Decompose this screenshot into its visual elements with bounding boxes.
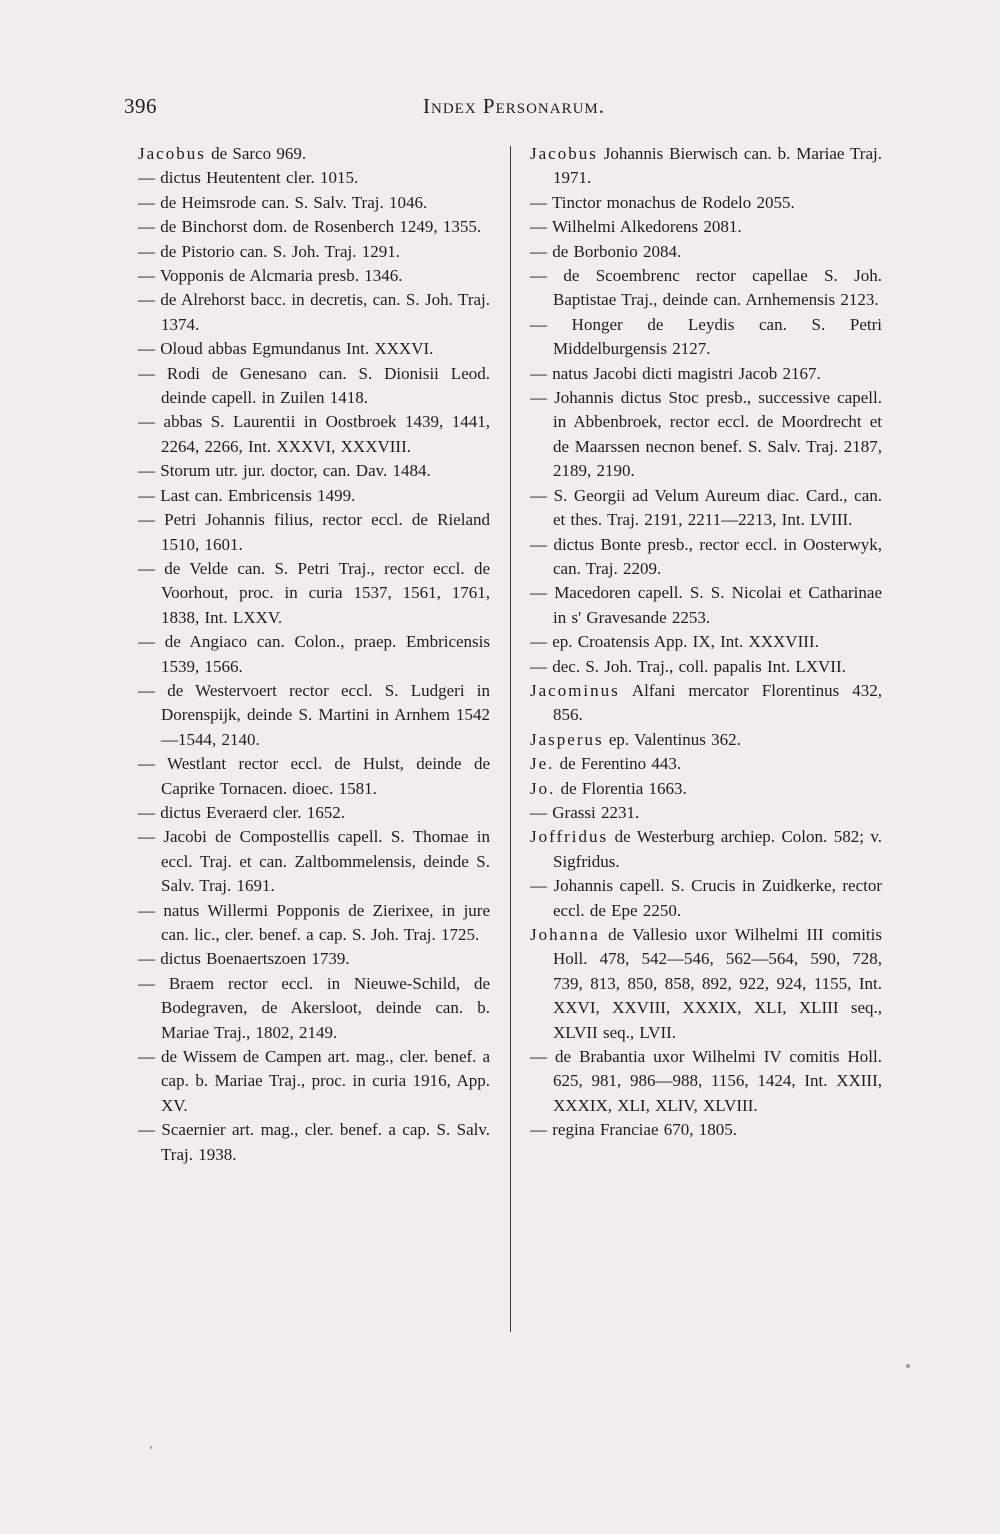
index-entry (530, 923, 882, 1045)
entry-text: — dictus Boenaertszoen 1739. (138, 949, 350, 969)
entry-headword: Jacobus (530, 144, 598, 163)
entry-text: — S. Georgii ad Velum Aureum diac. Card., can. et thes. Traj. 2191, 2211—2213, Int. LVIII. (530, 485, 882, 530)
entry-text: ep. Valentinus 362. (603, 729, 741, 749)
index-entry (138, 679, 490, 752)
column-divider (510, 146, 511, 1332)
index-entry (530, 655, 882, 679)
index-entry (530, 240, 882, 264)
index-entry (530, 825, 882, 874)
index-entry (530, 581, 882, 630)
index-entry (138, 1045, 490, 1118)
right-column (530, 142, 882, 1143)
index-entry (530, 215, 882, 239)
entry-text: — de Heimsrode can. S. Salv. Traj. 1046. (138, 192, 428, 212)
index-entry (138, 337, 490, 361)
entry-text: — abbas S. Laurentii in Oostbroek 1439, 1441, 2264, 2266, Int. XXXVI, XXXVIII. (138, 412, 490, 456)
entry-text: — natus Jacobi dicti magistri Jacob 2167. (530, 363, 821, 383)
entry-headword: Jasperus (530, 729, 604, 749)
entry-text: — Johannis capell. S. Crucis in Zuidkerke, rector eccl. de Epe 2250. (530, 876, 882, 920)
index-entry (138, 947, 490, 971)
entry-headword: Johanna (530, 925, 600, 944)
left-column (138, 142, 490, 1167)
entry-text: — Last can. Embricensis 1499. (138, 485, 356, 505)
entry-text: — Grassi 2231. (530, 802, 640, 822)
entry-text: — Rodi de Genesano can. S. Dionisii Leod. deinde capell. in Zuilen 1418. (138, 363, 490, 408)
index-entry (138, 166, 490, 190)
entry-text: — dec. S. Joh. Traj., coll. papalis Int. LXVII. (530, 656, 846, 676)
entry-headword: Jacobus (138, 144, 206, 163)
entry-text: — de Borbonio 2084. (530, 241, 682, 261)
entry-headword: Je. (530, 754, 555, 774)
entry-text: de Ferentino 443. (554, 754, 682, 774)
entry-text: — Honger de Leydis can. S. Petri Middelburgensis 2127. (530, 314, 882, 359)
entry-text: — de Wissem de Campen art. mag., cler. benef. a cap. b. Mariae Traj., proc. in curia 1916, App. XV. (138, 1047, 490, 1115)
entry-text: — de Velde can. S. Petri Traj., rector eccl. de Voorhout, proc. in curia 1537, 1561, 1761, 1838, Int. LXXV. (138, 558, 490, 627)
paper-speck (150, 1446, 152, 1449)
entry-text: — Scaernier art. mag., cler. benef. a cap. S. Salv. Traj. 1938. (138, 1120, 490, 1164)
index-entry (138, 630, 490, 679)
entry-text: — de Brabantia uxor Wilhelmi IV comitis Holl. 625, 981, 986—988, 1156, 1424, Int. XXIII, XXXIX, XLI, XLIV, XLVIII. (530, 1047, 882, 1115)
index-entry (138, 557, 490, 630)
index-entry (138, 362, 490, 411)
index-entry (530, 386, 882, 484)
index-entry (138, 264, 490, 288)
entry-text: — dictus Everaerd cler. 1652. (138, 802, 345, 822)
entry-text: — de Pistorio can. S. Joh. Traj. 1291. (138, 241, 401, 261)
entry-text: — Vopponis de Alcmaria presb. 1346. (138, 266, 403, 286)
index-entry (138, 410, 490, 459)
entry-text: — dictus Bonte presb., rector eccl. in Oosterwyk, can. Traj. 2209. (530, 534, 882, 578)
entry-text: — Jacobi de Compostellis capell. S. Thomae in eccl. Traj. et can. Zaltbommelensis, deinde S. Salv. Traj. 1691. (138, 827, 490, 896)
entry-text: de Sarco 969. (205, 144, 307, 163)
index-entry (530, 728, 882, 752)
index-entry (138, 142, 490, 166)
entry-text: — Westlant rector eccl. de Hulst, deinde de Caprike Tornacen. dioec. 1581. (138, 754, 490, 798)
index-entry (530, 874, 882, 923)
entry-text: Alfani mercator Florentinus 432, 856. (553, 680, 882, 725)
index-entry (138, 191, 490, 215)
index-entry (530, 1045, 882, 1118)
running-title: Index Personarum. (423, 94, 606, 118)
index-entry (530, 533, 882, 582)
index-entry (530, 630, 882, 654)
entry-text: de Florentia 1663. (555, 778, 687, 798)
index-entry (530, 362, 882, 386)
page-number: 396 (124, 94, 157, 118)
entry-text: — de Alrehorst bacc. in decretis, can. S. Joh. Traj. 1374. (138, 290, 490, 334)
index-entry (138, 801, 490, 825)
entry-text: — Macedoren capell. S. S. Nicolai et Catharinae in s' Gravesande 2253. (530, 583, 882, 627)
entry-text: — Johannis dictus Stoc presb., successive capell. in Abbenbroek, rector eccl. de Moordrecht et de Maarssen necnon benef. S. Salv. Traj. 2187, 2189, 2190. (530, 388, 882, 481)
entry-text: — de Angiaco can. Colon., praep. Embricensis 1539, 1566. (138, 632, 490, 676)
index-entry (530, 777, 882, 801)
entry-text: — dictus Heutentent cler. 1015. (138, 168, 359, 188)
index-entry (530, 264, 882, 313)
index-entry (138, 972, 490, 1045)
entry-text: — Wilhelmi Alkedorens 2081. (530, 217, 742, 237)
entry-text: — de Binchorst dom. de Rosenberch 1249, 1355. (138, 217, 482, 237)
entry-text: — regina Franciae 670, 1805. (530, 1120, 737, 1140)
index-entry (138, 1118, 490, 1167)
entry-headword: Joffridus (530, 827, 609, 847)
entry-text: — de Scoembrenc rector capellae S. Joh. Baptistae Traj., deinde can. Arnhemensis 2123. (530, 266, 882, 310)
index-entry (138, 508, 490, 557)
entry-text: — natus Willermi Popponis de Zierixee, in jure can. lic., cler. benef. a cap. S. Joh. Traj. 1725. (138, 900, 490, 944)
index-entry (138, 752, 490, 801)
entry-text: Johannis Bierwisch can. b. Mariae Traj. 1971. (553, 144, 882, 188)
entry-text: de Westerburg archiep. Colon. 582; v. Sigfridus. (553, 827, 882, 871)
index-entry (138, 899, 490, 948)
index-entry (138, 215, 490, 239)
index-entry (138, 240, 490, 264)
index-entry (530, 679, 882, 728)
entry-text: — ep. Croatensis App. IX, Int. XXXVIII. (530, 632, 819, 652)
index-entry (530, 484, 882, 533)
index-entry (530, 801, 882, 825)
entry-text: — Storum utr. jur. doctor, can. Dav. 1484. (138, 461, 431, 481)
entry-text: de Vallesio uxor Wilhelmi III comitis Holl. 478, 542—546, 562—564, 590, 728, 739, 813, 850, 858, 892, 922, 924, 1155, Int. XXVI, XXVIII, XXXIX, XLI, XLIII seq., XLVII seq., LVII. (553, 925, 882, 1042)
entry-text: — Braem rector eccl. in Nieuwe-Schild, de Bodegraven, de Akersloot, deinde can. b. Mariae Traj., 1802, 2149. (138, 973, 490, 1042)
index-entry (530, 142, 882, 191)
index-entry (530, 752, 882, 776)
entry-text: — de Westervoert rector eccl. S. Ludgeri in Dorenspijk, deinde S. Martini in Arnhem 1542—1544, 2140. (138, 680, 490, 749)
index-entry (138, 459, 490, 483)
entry-headword: Jo. (530, 778, 556, 798)
index-entry (530, 1118, 882, 1142)
index-entry (530, 191, 882, 215)
entry-text: — Oloud abbas Egmundanus Int. XXXVI. (138, 339, 434, 359)
entry-text: — Petri Johannis filius, rector eccl. de Rieland 1510, 1601. (138, 510, 490, 554)
index-entry (138, 825, 490, 898)
index-entry (530, 313, 882, 362)
entry-text: — Tinctor monachus de Rodelo 2055. (530, 192, 795, 212)
paper-speck (906, 1364, 910, 1368)
entry-headword: Jacominus (530, 680, 620, 700)
index-entry (138, 288, 490, 337)
index-entry (138, 484, 490, 508)
